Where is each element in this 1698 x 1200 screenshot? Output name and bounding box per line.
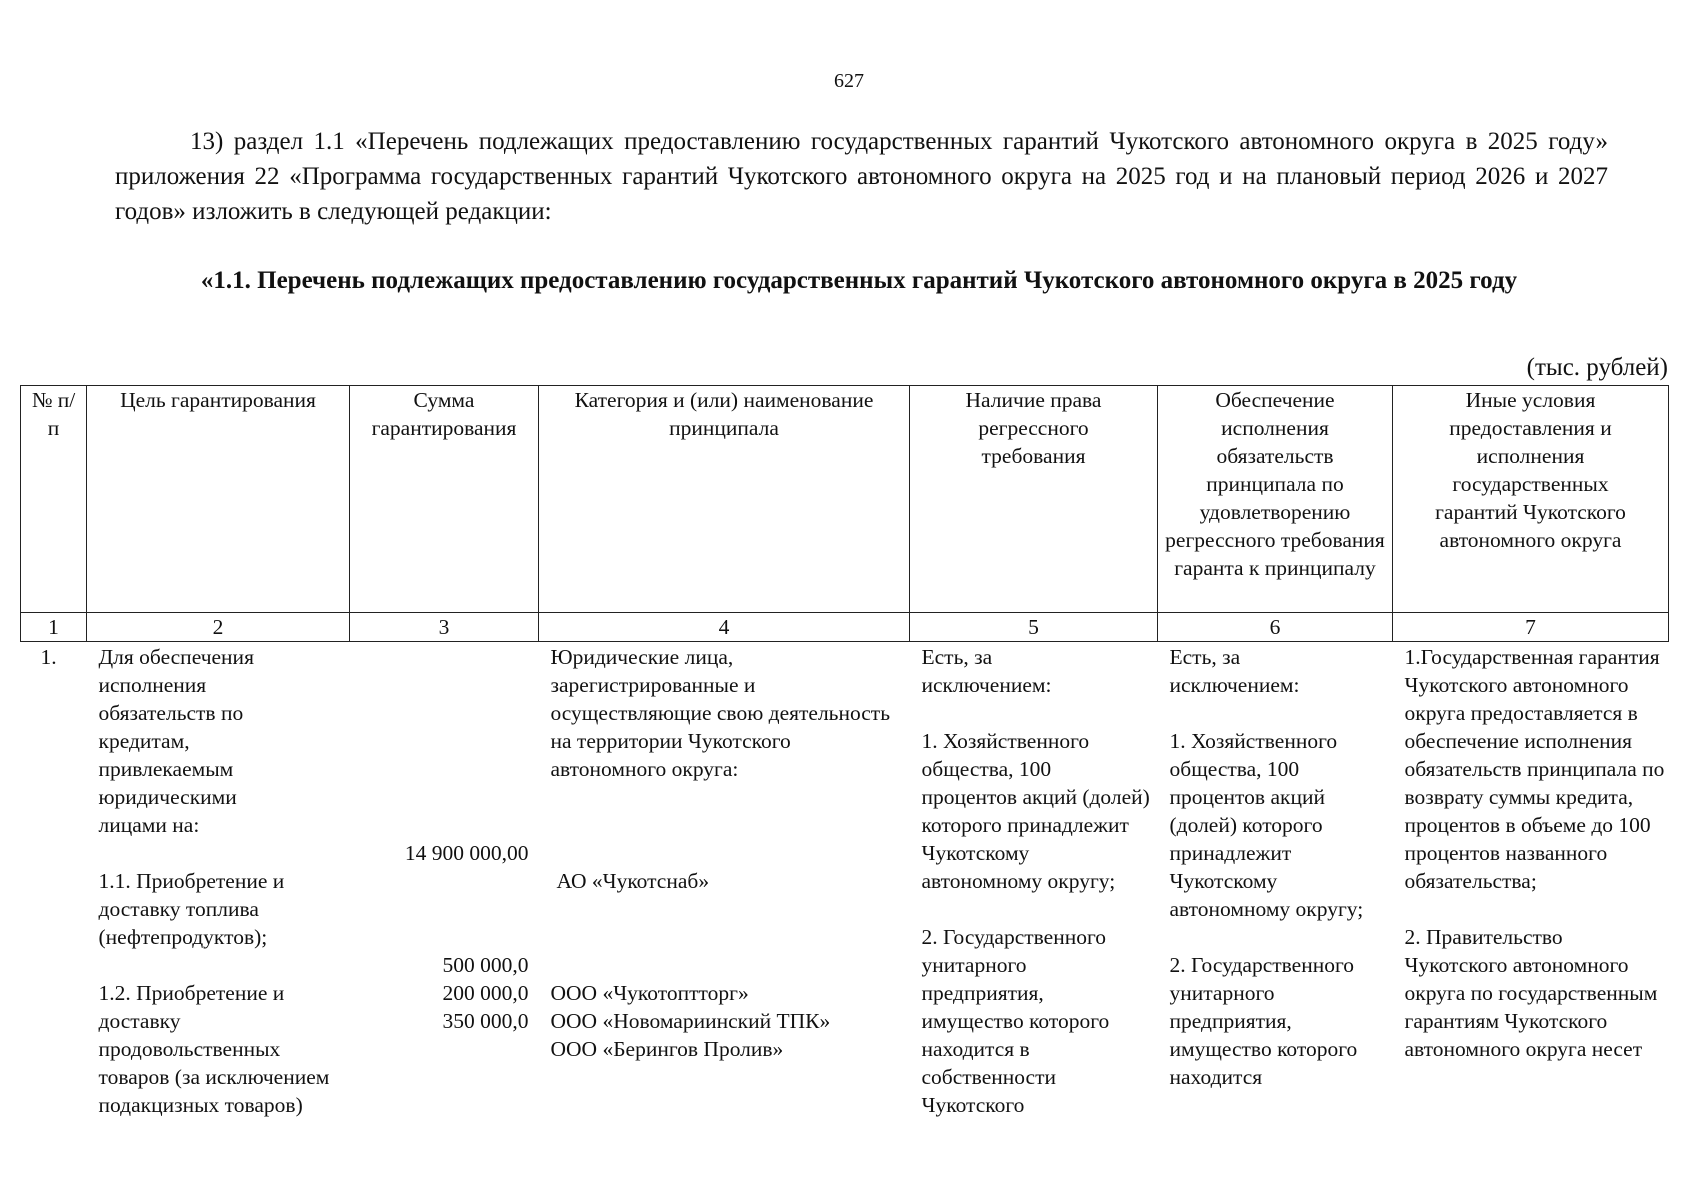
column-number: 2 [87, 613, 350, 642]
regress-cell [910, 642, 1158, 1120]
sum-value: 200 000,0 [442, 981, 529, 1005]
purpose-intro: Для обеспечения исполнения обязательств по кредитам, привлекаемым юридическими лицами на: [98, 645, 254, 837]
column-number: 7 [1393, 613, 1669, 642]
sum-value: 14 900 000,00 [404, 841, 529, 865]
table-row [21, 642, 1669, 1120]
principal-name: АО «Чукотснаб» [556, 869, 710, 893]
conditions-item-2: 2. Правительство Чукотского автономного округа по государственным гарантиям Чукотского автономного округа несет [1404, 925, 1658, 1061]
header-cell: Цель гарантирования [87, 386, 350, 613]
purpose-item-1: 1.1. Приобретение и доставку топлива (нефтепродуктов); [98, 869, 285, 949]
conditions-cell [1393, 642, 1669, 1120]
column-number: 1 [21, 613, 87, 642]
guarantees-table [20, 385, 1669, 1119]
security-cell [1158, 642, 1393, 1120]
column-number-row [21, 613, 1669, 642]
sum-value: 500 000,0 [442, 953, 529, 977]
security-item-1: 1. Хозяйственного общества, 100 процентов акций (долей) которого принадлежит Чукотскому автономному округу; [1169, 729, 1364, 921]
sum-value: 350 000,0 [442, 1009, 529, 1033]
conditions-item-1: 1.Государственная гарантия Чукотского автономного округа предоставляется в обеспечение исполнения обязательств принципала по возврату суммы кредита, процентов в объеме до 100 процентов названного обязательства; [1404, 645, 1665, 893]
intro-paragraph: 13) раздел 1.1 «Перечень подлежащих предоставлению государственных гарантий Чукотского автономного округа в 2025 году» приложения 22 «Программа государственных гарантий Чукотского автономного округа на 2025 год и на плановый период 2026 и 2027 годов» изложить в следующей редакции: [115, 128, 1608, 225]
units-label: (тыс. рублей) [1526, 354, 1668, 381]
header-cell: Обеспечение исполнения обязательств принципала по удовлетворению регрессного требования гаранта к принципалу [1158, 386, 1393, 613]
header-cell: Иные условия предоставления и исполнения государственных гарантий Чукотского автономного округа [1393, 386, 1669, 613]
principal-cell [539, 642, 910, 1120]
header-cell: Наличие права регрессного требования [910, 386, 1158, 613]
sum-cell [350, 642, 539, 1120]
header-cell: Категория и (или) наименование принципала [539, 386, 910, 613]
security-lead: Есть, за исключением: [1169, 645, 1300, 697]
regress-item-1: 1. Хозяйственного общества, 100 процентов акций (долей) которого принадлежит Чукотскому автономному округу; [921, 729, 1150, 893]
regress-item-2: 2. Государственного унитарного предприятия, имущество которого находится в собственности Чукотского [921, 925, 1110, 1117]
column-number: 4 [539, 613, 910, 642]
header-cell: № п/п [21, 386, 87, 613]
principal-name: ООО «Чукотоптторг» [550, 981, 749, 1005]
column-number: 3 [350, 613, 539, 642]
page-number: 627 [834, 70, 864, 92]
column-number: 6 [1158, 613, 1393, 642]
principal-name: ООО «Новомариинский ТПК» [550, 1009, 831, 1033]
section-heading: «1.1. Перечень подлежащих предоставлению государственных гарантий Чукотского автономного округа в 2025 году [200, 267, 1518, 294]
header-row [21, 386, 1669, 613]
row-number: 1. [40, 645, 57, 669]
purpose-item-2: 1.2. Приобретение и доставку продовольственных товаров (за исключением подакцизных товаров) [98, 981, 330, 1117]
principal-name: ООО «Берингов Пролив» [550, 1037, 784, 1061]
header-cell: Сумма гарантирования [350, 386, 539, 613]
column-number: 5 [910, 613, 1158, 642]
purpose-cell [87, 642, 350, 1120]
security-item-2: 2. Государственного унитарного предприятия, имущество которого находится [1169, 953, 1358, 1089]
regress-lead: Есть, за исключением: [921, 645, 1052, 697]
principal-intro: Юридические лица, зарегистрированные и осуществляющие свою деятельность на территории Чукотского автономного округа: [550, 645, 891, 781]
